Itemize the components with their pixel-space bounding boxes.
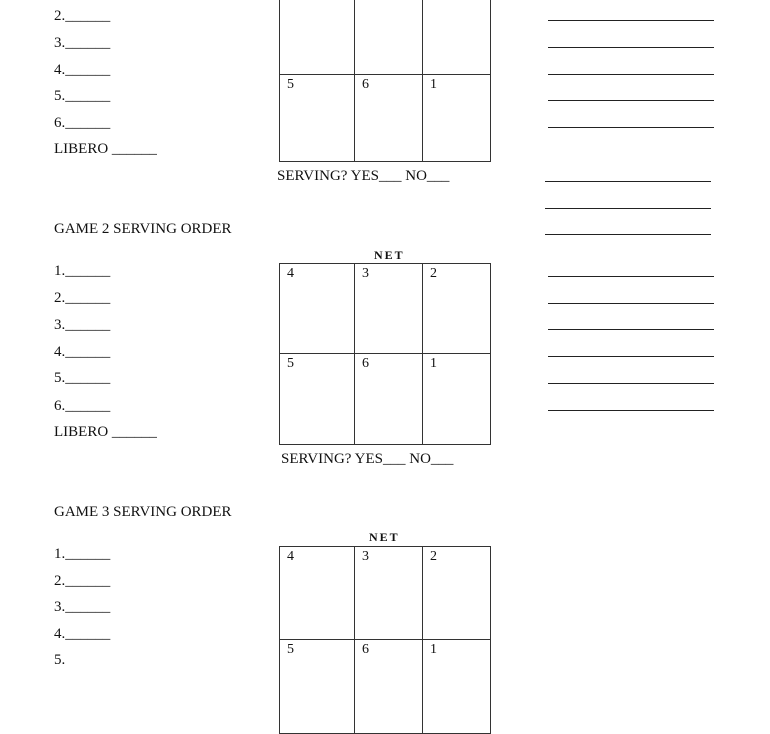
order-line-3: 3.______ <box>54 317 111 333</box>
court-diagram <box>279 546 491 734</box>
order-line-1: 1.______ <box>54 263 111 279</box>
libero-line: LIBERO ______ <box>54 424 157 440</box>
order-line-2: 2.______ <box>54 573 111 589</box>
court-cell-1: 1 <box>430 77 437 92</box>
note-line <box>548 303 714 304</box>
court-cell-5: 5 <box>280 354 355 444</box>
court-cell-4: 4 <box>280 264 355 354</box>
net-label: NET <box>369 530 400 544</box>
court-diagram <box>279 263 491 445</box>
net-label: NET <box>374 248 405 262</box>
note-line <box>548 20 714 21</box>
court-cell-2 <box>423 0 490 75</box>
section-heading: GAME 2 SERVING ORDER <box>54 221 232 237</box>
note-line <box>548 329 714 330</box>
section-heading: GAME 3 SERVING ORDER <box>54 504 232 520</box>
court-cell-3: 3 <box>355 547 423 640</box>
court-cell-5: 5 <box>280 640 355 733</box>
court-cell-2: 2 <box>423 264 490 354</box>
court-diagram <box>279 0 491 162</box>
note-line <box>548 127 714 128</box>
libero-line: LIBERO ______ <box>54 141 157 157</box>
court-cell-3 <box>355 0 423 75</box>
note-line <box>545 234 711 235</box>
court-cell-6: 6 <box>355 640 423 733</box>
order-line-2: 2.______ <box>54 290 111 306</box>
court-cell-6: 6 <box>355 354 423 444</box>
order-line-2: 2.______ <box>54 8 111 24</box>
order-line-5: 5.______ <box>54 88 111 104</box>
order-line-3: 3.______ <box>54 35 111 51</box>
order-line-5: 5.______ <box>54 370 111 386</box>
note-line <box>545 181 711 182</box>
note-line <box>548 383 714 384</box>
order-line-6: 6.______ <box>54 398 111 414</box>
court-cell-5: 5 <box>280 75 355 161</box>
order-line-4: 4.______ <box>54 344 111 360</box>
court-cell-4: 4 <box>280 547 355 640</box>
order-line-1: 1.______ <box>54 546 111 562</box>
court-cell-1: 1 <box>430 642 437 657</box>
note-line <box>548 47 714 48</box>
order-line-3: 3.______ <box>54 599 111 615</box>
court-cell-3: 3 <box>355 264 423 354</box>
serving-question: SERVING? YES___ NO___ <box>281 451 454 467</box>
serving-question: SERVING? YES___ NO___ <box>277 168 450 184</box>
note-line <box>545 208 711 209</box>
order-line-5: 5. <box>54 652 66 668</box>
order-line-4: 4.______ <box>54 62 111 78</box>
note-line <box>548 410 714 411</box>
court-cell-2: 2 <box>423 547 490 640</box>
court-cell-6: 6 <box>355 75 423 161</box>
court-cell-1: 1 <box>430 356 437 371</box>
note-line <box>548 100 714 101</box>
order-line-4: 4.______ <box>54 626 111 642</box>
note-line <box>548 74 714 75</box>
order-line-6: 6.______ <box>54 115 111 131</box>
court-cell-4 <box>280 0 355 75</box>
note-line <box>548 356 714 357</box>
note-line <box>548 276 714 277</box>
